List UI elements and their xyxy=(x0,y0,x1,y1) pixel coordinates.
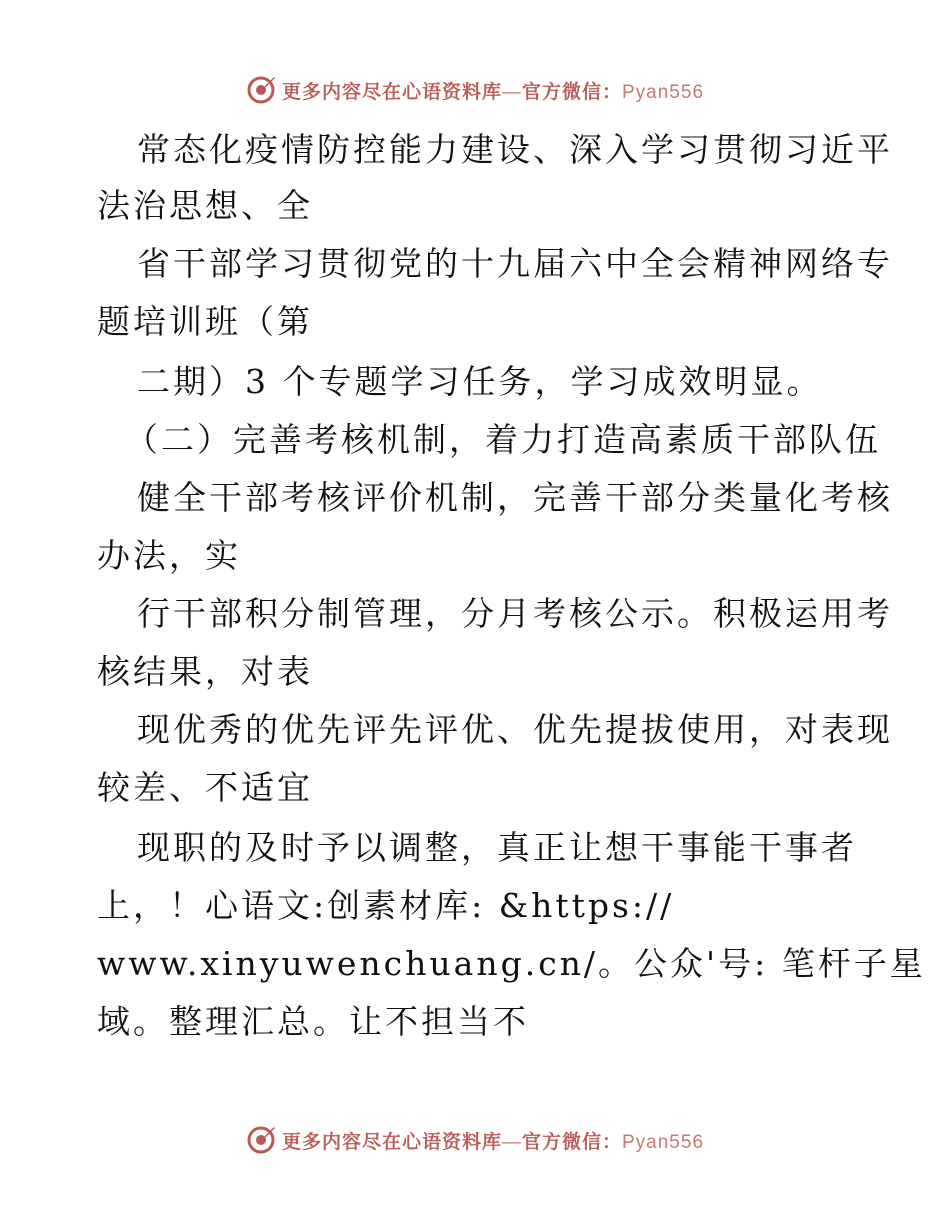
body-line: 现职的及时予以调整，真正让想干事能干事者 xyxy=(137,828,857,867)
watermark-dash: — xyxy=(501,81,522,103)
watermark-footer xyxy=(0,1122,950,1158)
body-line: www.xinyuwenchuang.cn/。公众'号: 笔杆子星 xyxy=(97,944,926,983)
body-line: 较差、不适宜 xyxy=(97,768,313,807)
body-line: 二期）3 个专题学习任务，学习成效明显。 xyxy=(137,362,823,401)
watermark-text xyxy=(282,77,704,104)
body-line: 法治思想、全 xyxy=(97,186,313,225)
watermark-account: Pyan556 xyxy=(622,1131,705,1153)
watermark-dash: — xyxy=(501,1131,522,1153)
body-line: 行干部积分制管理，分月考核公示。积极运用考 xyxy=(137,594,893,633)
body-line: 健全干部考核评价机制，完善干部分类量化考核 xyxy=(137,478,893,517)
body-line: 核结果，对表 xyxy=(97,652,313,691)
body-line: 上，！心语文:创素材库: &https:// xyxy=(97,886,675,925)
watermark-label: 官方微信： xyxy=(521,80,622,103)
pen-logo-icon xyxy=(246,1125,276,1155)
body-line: 域。整理汇总。让不担当不 xyxy=(97,1002,529,1041)
body-line: 省干部学习贯彻党的十九届六中全会精神网络专 xyxy=(137,244,893,283)
body-line: 常态化疫情防控能力建设、深入学习贯彻习近平 xyxy=(137,130,893,169)
section-heading: （二）完善考核机制，着力打造高素质干部队伍 xyxy=(125,420,881,459)
watermark-main: 更多内容尽在心语资料库 xyxy=(281,1130,502,1153)
watermark-label: 官方微信： xyxy=(521,1130,622,1153)
body-line: 题培训班（第 xyxy=(97,302,313,341)
watermark-text xyxy=(282,1127,704,1154)
pen-logo-icon xyxy=(246,75,276,105)
watermark-main: 更多内容尽在心语资料库 xyxy=(281,80,502,103)
watermark-account: Pyan556 xyxy=(622,81,705,103)
body-line: 办法，实 xyxy=(97,536,241,575)
body-line: 现优秀的优先评先评优、优先提拔使用，对表现 xyxy=(137,710,893,749)
watermark-header xyxy=(0,72,950,108)
